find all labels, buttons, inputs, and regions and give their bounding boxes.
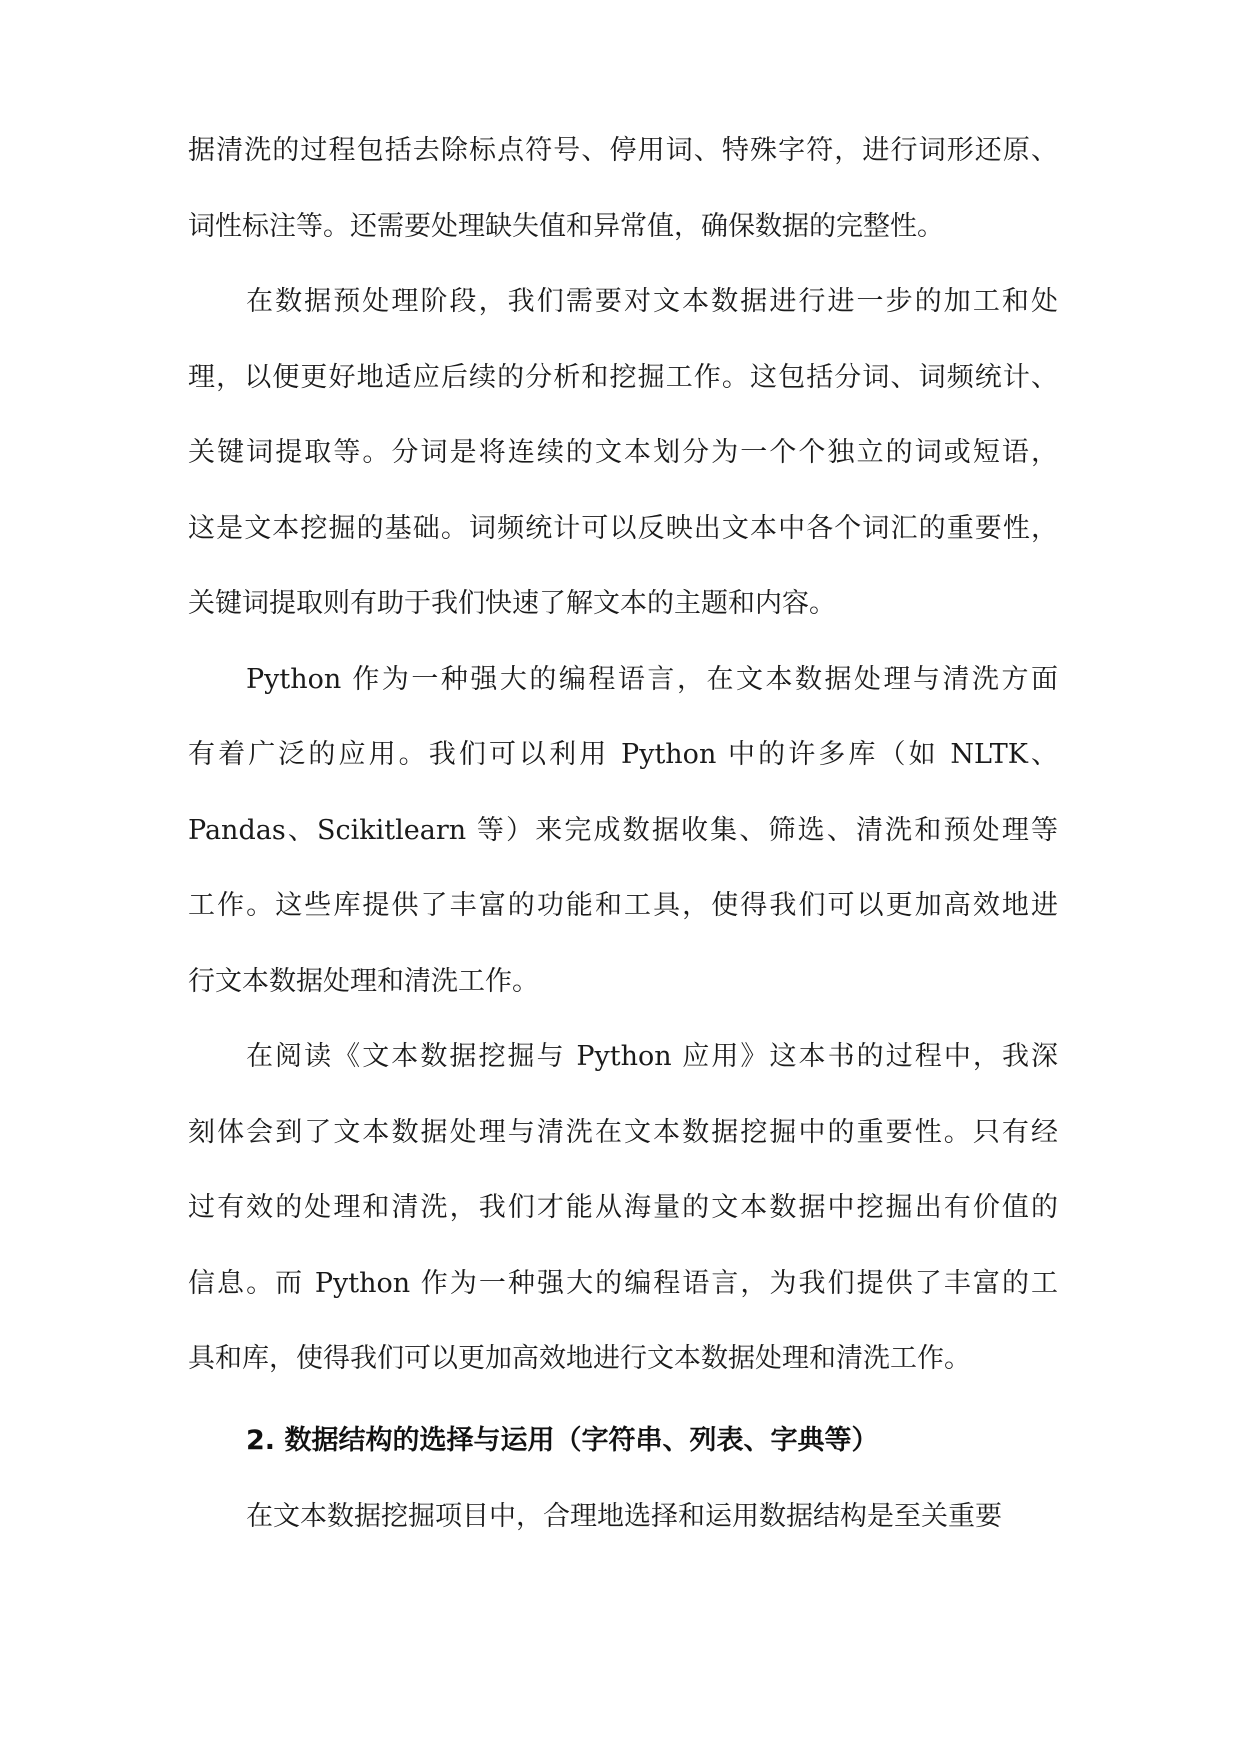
paragraph-line: 工作。这些库提供了丰富的功能和工具，使得我们可以更加高效地进	[188, 890, 1058, 921]
paragraph-line: 关键词提取等。分词是将连续的文本划分为一个个独立的词或短语，	[188, 437, 1058, 468]
paragraph-line: 在阅读《文本数据挖掘与 Python 应用》这本书的过程中，我深	[246, 1041, 1058, 1072]
document-body	[188, 132, 1058, 1573]
paragraph-line: 刻体会到了文本数据处理与清洗在文本数据挖掘中的重要性。只有经	[188, 1116, 1058, 1148]
paragraph-line: 据清洗的过程包括去除标点符号、停用词、特殊字符，进行词形还原、	[188, 135, 1058, 166]
paragraph-line: 理，以便更好地适应后续的分析和挖掘工作。这包括分词、词频统计、	[188, 361, 1058, 393]
paragraph-line: 词性标注等。还需要处理缺失值和异常值，确保数据的完整性。	[188, 210, 944, 242]
paragraph-line: Pandas、Scikitlearn 等）来完成数据收集、筛选、清洗和预处理等	[188, 814, 1058, 846]
paragraph-line: 行文本数据处理和清洗工作。	[188, 965, 539, 997]
paragraph-line: 这是文本挖掘的基础。词频统计可以反映出文本中各个词汇的重要性，	[188, 512, 1058, 544]
paragraph-line: 信息。而 Python 作为一种强大的编程语言，为我们提供了丰富的工	[188, 1267, 1058, 1299]
paragraph-line: 有着广泛的应用。我们可以利用 Python 中的许多库（如 NLTK、	[188, 739, 1058, 770]
paragraph-line: 过有效的处理和清洗，我们才能从海量的文本数据中挖掘出有价值的	[188, 1192, 1058, 1223]
paragraph-line: Python 作为一种强大的编程语言，在文本数据处理与清洗方面	[246, 663, 1058, 695]
section-heading: 2. 数据结构的选择与运用（字符串、列表、字典等）	[246, 1425, 879, 1456]
paragraph-line: 具和库，使得我们可以更加高效地进行文本数据处理和清洗工作。	[188, 1343, 971, 1374]
paragraph-line: 在文本数据挖掘项目中，合理地选择和运用数据结构是至关重要	[246, 1500, 1002, 1532]
paragraph-line: 关键词提取则有助于我们快速了解文本的主题和内容。	[188, 588, 836, 619]
paragraph-line: 在数据预处理阶段，我们需要对文本数据进行进一步的加工和处	[246, 286, 1058, 317]
